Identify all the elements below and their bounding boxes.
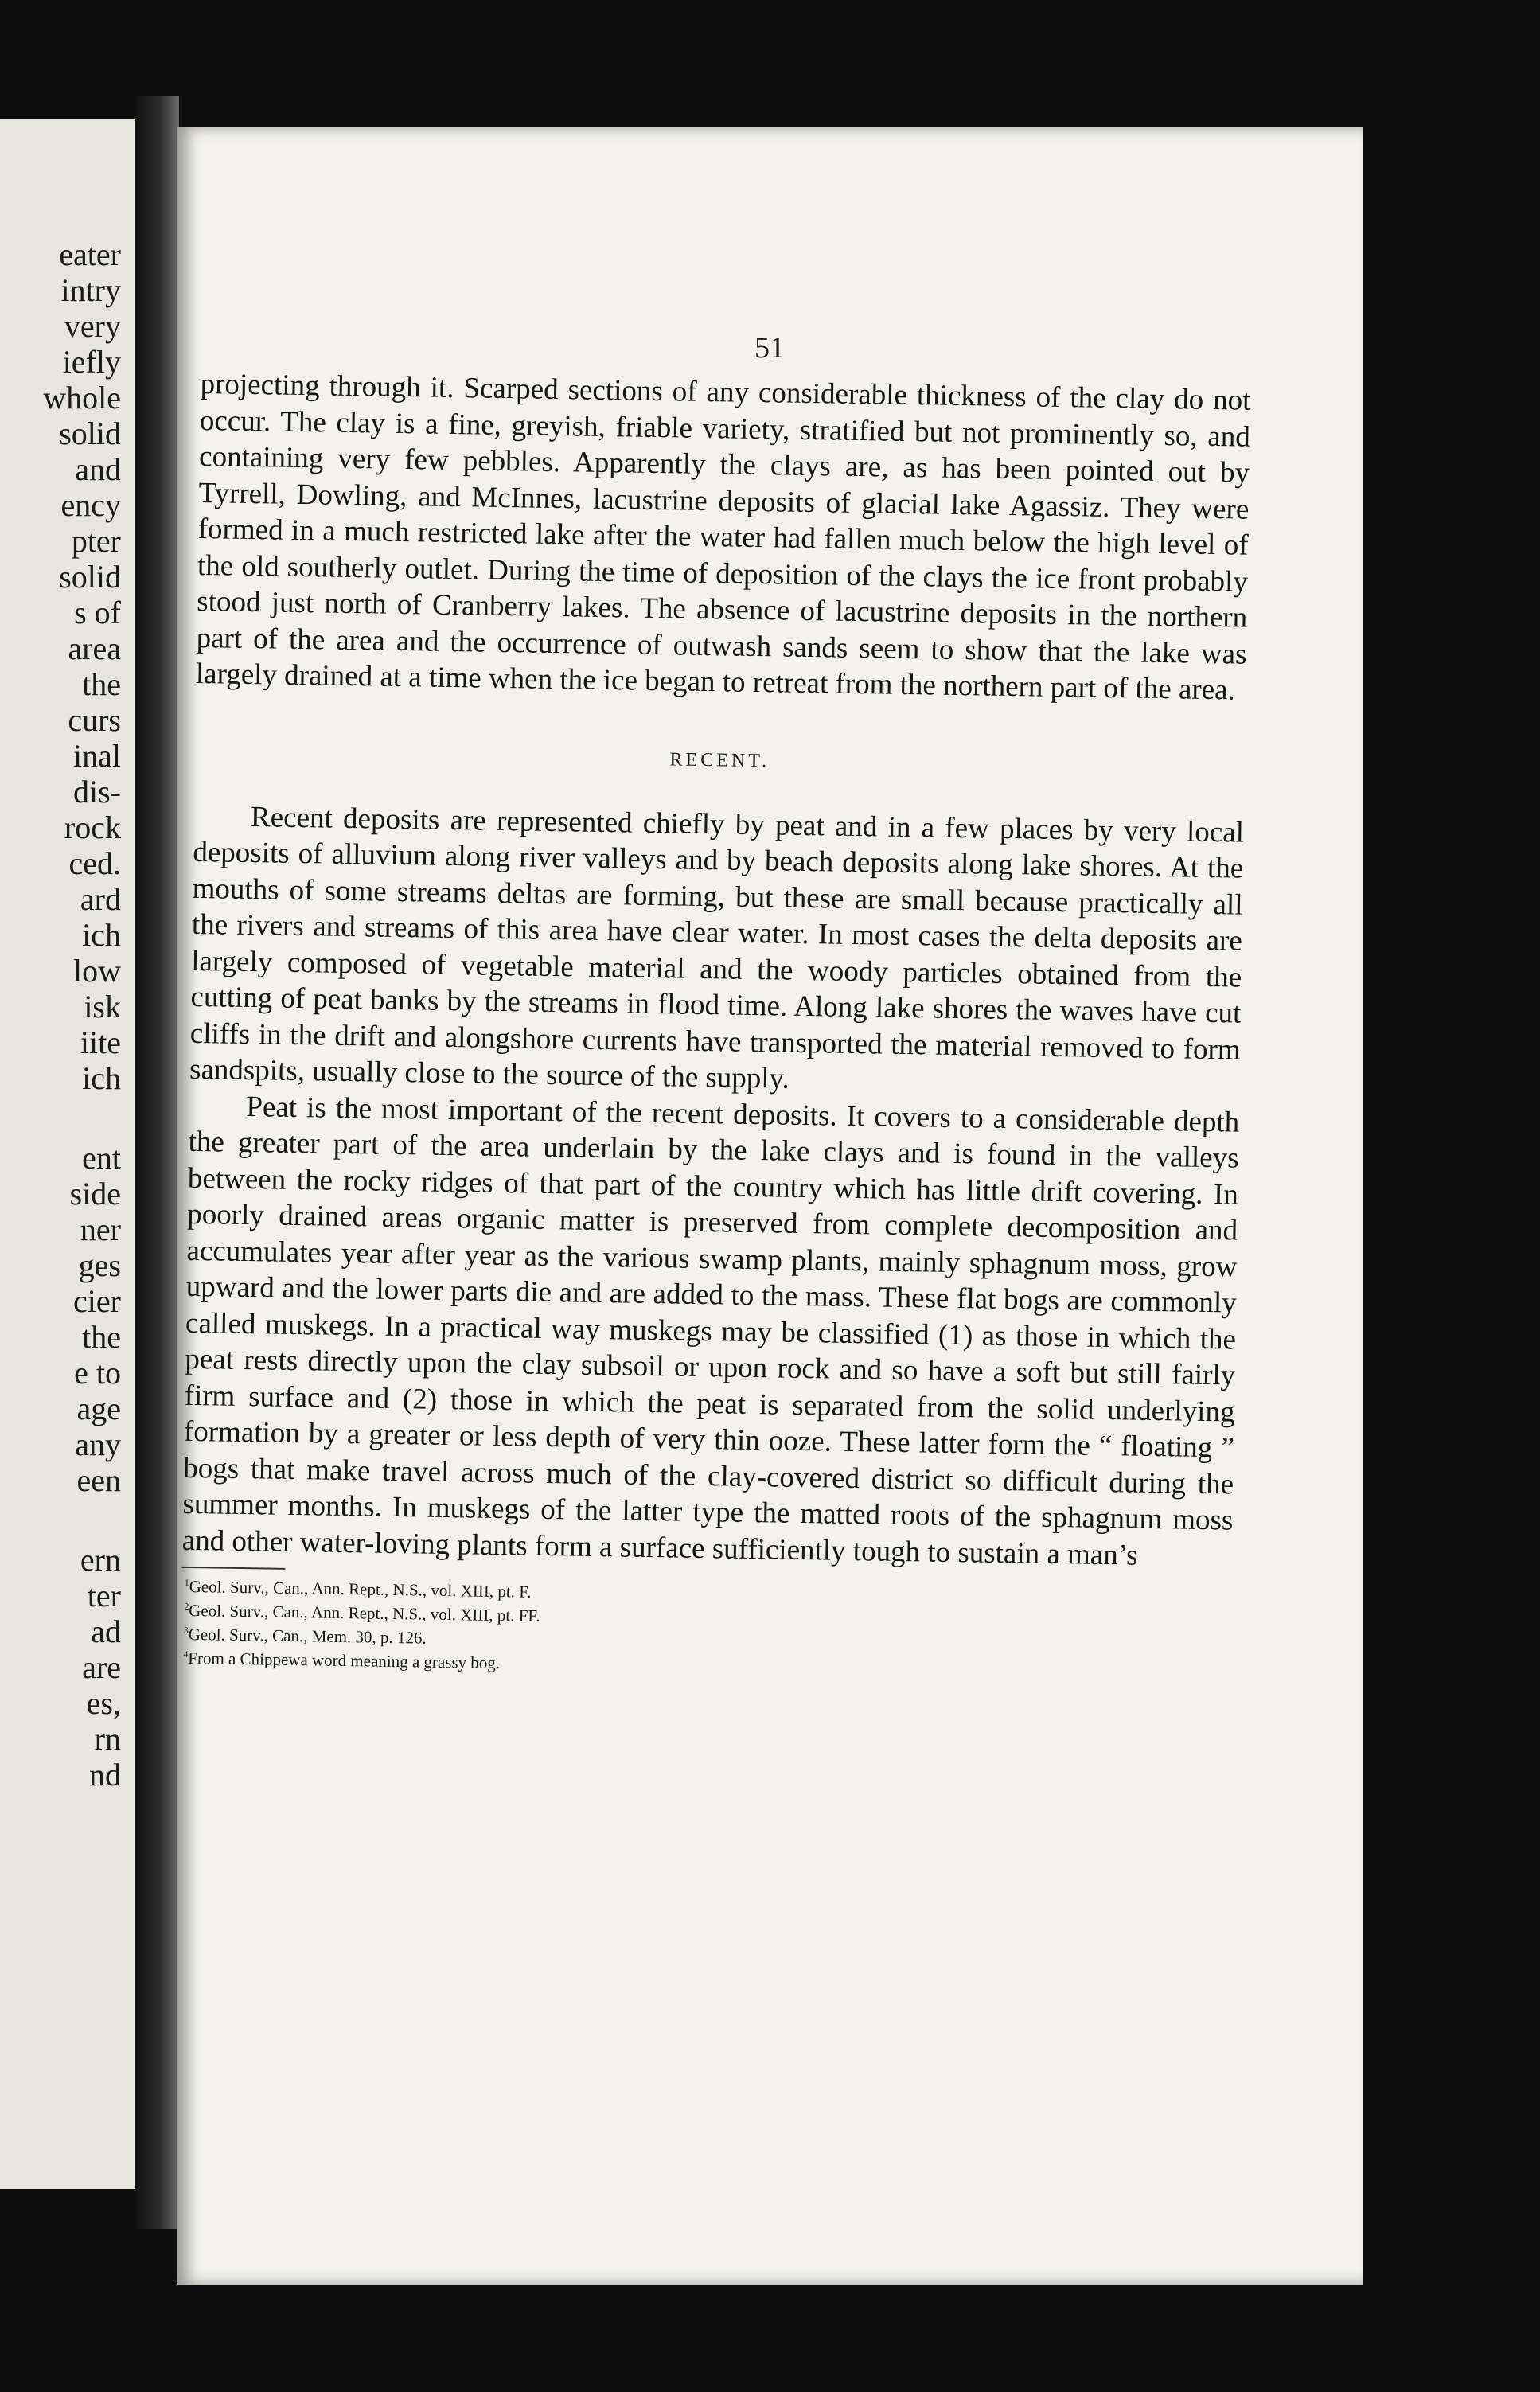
left-page-line: ard (80, 881, 121, 917)
left-page-line: solid (59, 559, 121, 595)
left-page-line: pter (71, 523, 121, 559)
left-page-line: curs (68, 702, 121, 738)
footnote: $^1$Geol. Surv., Can., Ann. Rept., N.S., vol. XIII, pt. F. (184, 1576, 532, 1602)
left-page-line: the (82, 1319, 121, 1355)
left-page-fragment (0, 119, 135, 2189)
left-page-line: iite (80, 1024, 121, 1060)
left-page-line: area (68, 630, 121, 666)
left-page-line: inal (73, 738, 121, 774)
left-page-line: nd (89, 1757, 121, 1793)
left-page-line: isk (84, 989, 121, 1024)
left-page-line: are (82, 1649, 121, 1685)
left-page-line: ern (80, 1542, 121, 1578)
left-page-line: een (76, 1462, 121, 1498)
page-text (180, 366, 1251, 1685)
left-page-line: s of (74, 595, 121, 630)
page (177, 127, 1363, 2285)
left-page-line: ich (82, 1060, 121, 1096)
left-page-line: e to (74, 1355, 121, 1391)
left-page-line: ich (82, 917, 121, 953)
left-page-line: iefly (62, 344, 121, 380)
left-page-line: low (73, 953, 121, 989)
left-page-line: the (82, 666, 121, 702)
section-heading: RECENT. (669, 748, 770, 771)
left-page-line: cier (73, 1283, 121, 1319)
left-page-line: ad (91, 1614, 121, 1649)
footnote-rule (181, 1567, 285, 1570)
left-page-line: eater (59, 236, 121, 272)
paragraph-peat: Peat is the most important of the recent deposits. It covers to a considerable depth the greater part of the area underlain by the lake clays and is found in the valleys between the rocky ridges of that part of the country which has little drift covering. In poorly drained areas organic matter is preserved from complete decomposition and accumulates year after year as the various swamp plants, mainly sphagnum moss, grow upward and the lower parts die and are added to the mass. These flat bogs are commonly called muskegs. In a practical way muskegs may be classified (1) as those in which the peat rests directly upon the clay subsoil or upon rock and so have a soft but still fairly firm surface and (2) those in which the peat is separated from the solid underlying formation by a greater or less depth of very thin ooze. These latter form the “ floating ” bogs that make travel across much of the clay-covered district so difficult during the summer months. In muskegs of the latter type the matted roots of the sphagnum moss and other water-loving plants form a surface sufficiently tough to sustain a man’s (181, 1090, 1240, 1572)
footnote: $^4$From a Chippewa word meaning a grassy bog. (183, 1648, 501, 1673)
left-page-line: ner (80, 1212, 121, 1247)
left-page-line: dis- (73, 774, 121, 810)
left-page-line: ent (82, 1140, 121, 1176)
left-page-line: solid (59, 416, 121, 451)
footnote: $^2$Geol. Surv., Can., Ann. Rept., N.S., vol. XIII, pt. FF. (184, 1600, 540, 1625)
left-page-line: ency (60, 487, 121, 523)
left-page-line: rn (94, 1721, 121, 1757)
left-page-line: es, (86, 1685, 121, 1721)
left-page-line: any (75, 1426, 121, 1462)
paragraph-continued: projecting through it. Scarped sections of any considerable thickness of the clay do not occur. The clay is a fine, greyish, friable variety, stratified but not prominently so, and containing very few pebbles. Apparently the clays are, as has been pointed out by Tyrrell, Dowling, and McInnes, lacustrine deposits of glacial lake Agassiz. They were formed in a much restricted lake after the water had fallen much below the high level of the old southerly outlet. During the time of deposition of the clays the ice front probably stood just north of Cranberry lakes. The absence of lacustrine deposits in the northern part of the area and the occurrence of outwash sands seem to show that the lake was largely drained at a time when the ice began to retreat from the northern part of the area. (195, 367, 1251, 707)
page-number: 51 (754, 331, 785, 365)
paragraph-recent-deposits: Recent deposits are represented chiefly by peat and in a few places by very local deposits of alluvium along river valleys and by beach deposits along lake shores. At the mouths of some streams deltas are forming, but these are small because practically all the rivers and streams of this area have clear water. In most cases the delta deposits are largely composed of vegetable material and the woody particles obtained from the cutting of peat banks by the streams in flood time. Along lake shores the waves have cut cliffs in the drift and alongshore currents have transported the material removed to form sandspits, usually close to the source of the supply. (189, 800, 1245, 1095)
left-page-line: ges (78, 1247, 121, 1283)
book-gutter (135, 96, 179, 2229)
left-page-line: very (64, 308, 121, 344)
left-page-line: age (76, 1391, 121, 1426)
footnote: $^3$Geol. Surv., Can., Mem. 30, p. 126. (183, 1624, 427, 1648)
left-page-line: intry (60, 272, 121, 308)
left-page-line: whole (43, 380, 121, 416)
left-page-line: ter (87, 1578, 121, 1614)
left-page-line: ced. (68, 845, 121, 881)
footnotes (180, 1573, 1232, 1685)
left-page-line: and (75, 451, 121, 487)
left-page-line: rock (64, 810, 121, 845)
left-page-line: side (69, 1176, 121, 1212)
